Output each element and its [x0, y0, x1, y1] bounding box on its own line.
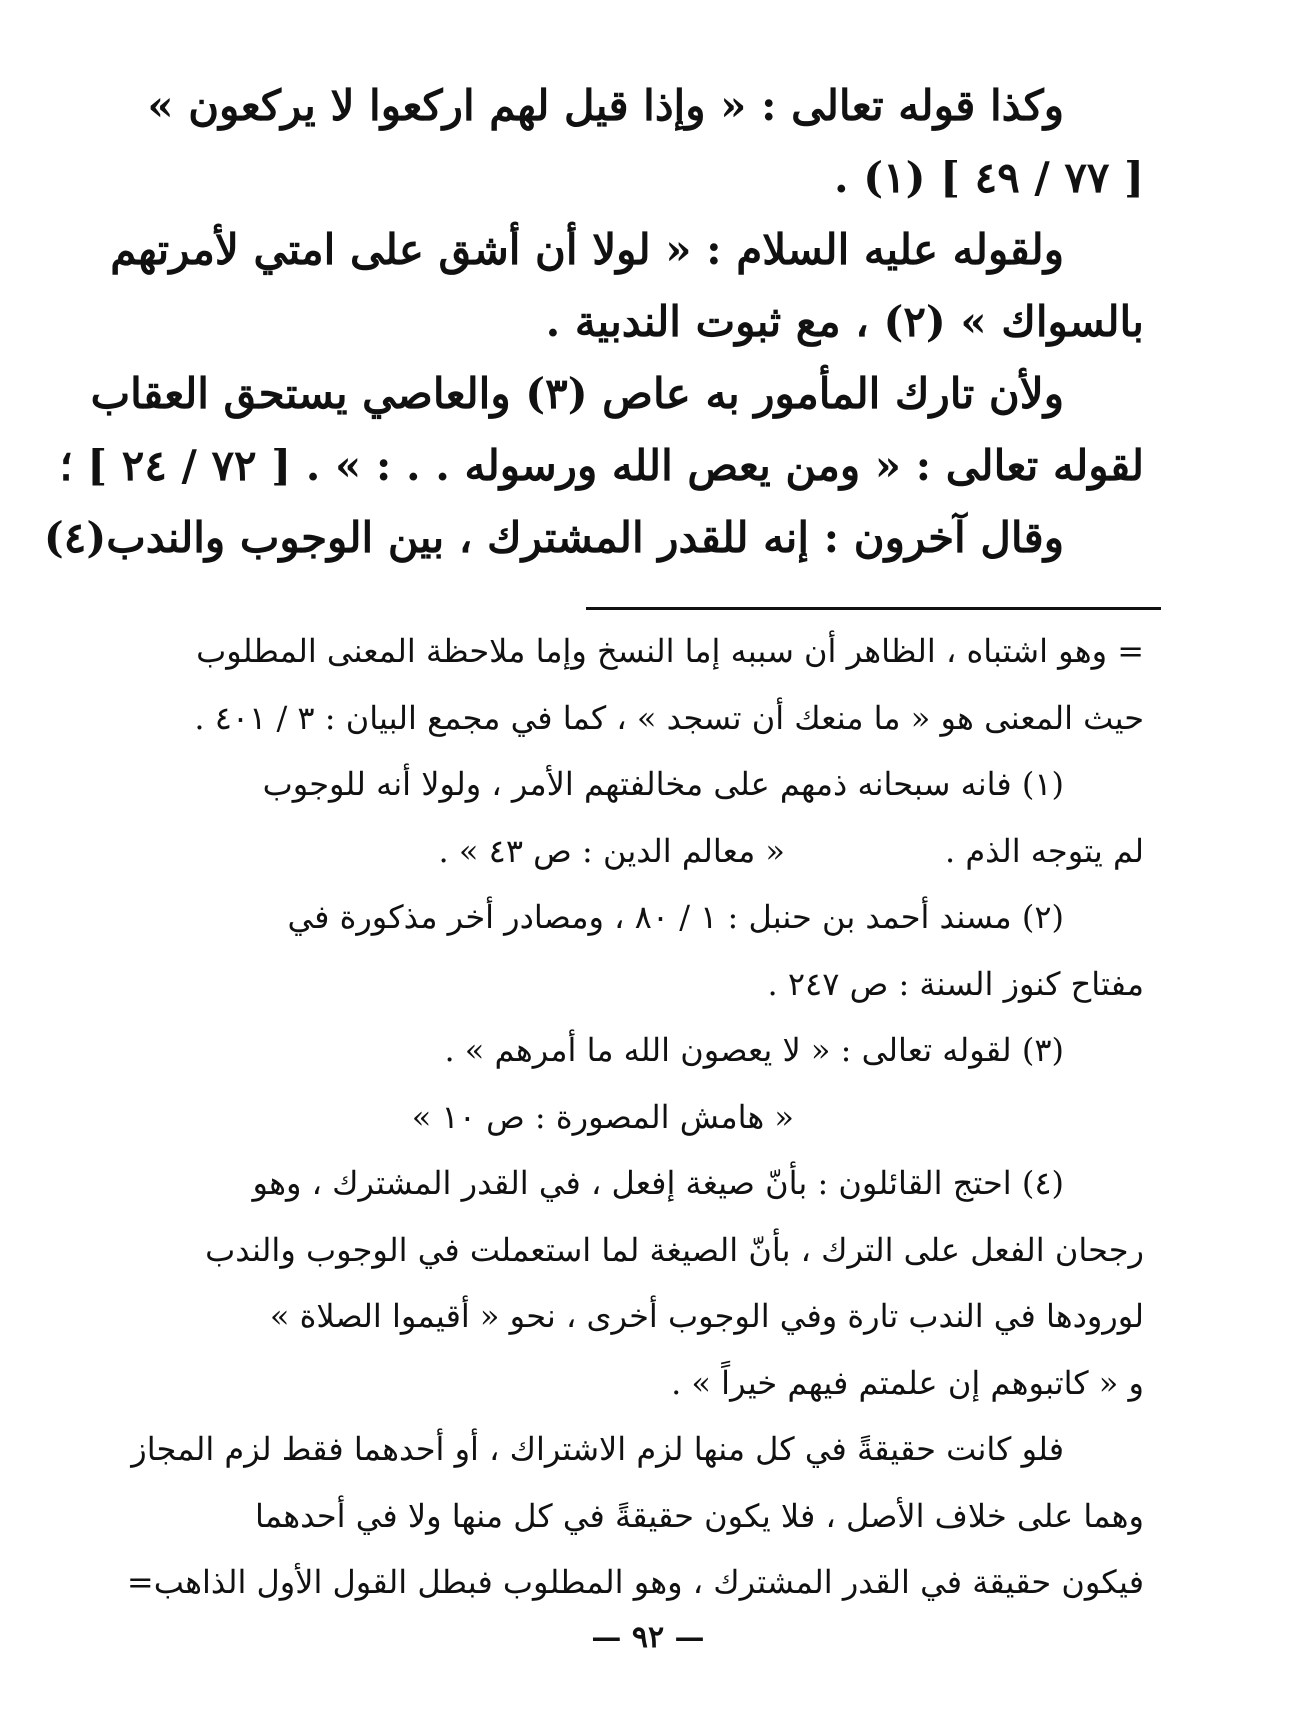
footnote-line: (٤) احتج القائلون : بأنّ صيغة إفعل ، في القدر المشترك ، وهو — [252, 1164, 1064, 1202]
footnote-line: (٣) لقوله تعالى : « لا يعصون الله ما أمرهم » . — [444, 1031, 1064, 1069]
main-line: لقوله تعالى : « ومن يعص الله ورسوله . . : » . [ ٧٢ / ٢٤ ] ؛ — [59, 441, 1144, 490]
footnotes — [126, 618, 1144, 1616]
footnote-line: لورودها في الندب تارة وفي الوجوب أخرى ، نحو « أقيموا الصلاة » — [269, 1297, 1144, 1335]
footnote-line: « هامش المصورة : ص ١٠ » — [411, 1097, 794, 1136]
main-paragraph — [110, 214, 1144, 358]
footnote-line: وهما على خلاف الأصل ، فلا يكون حقيقةً في كل منها ولا في أحدهما — [254, 1496, 1144, 1535]
page-number: — ٩٢ — — [591, 1620, 705, 1655]
footnote-line: (٢) مسند أحمد بن حنبل : ١ / ٨٠ ، ومصادر أخر مذكورة في — [287, 898, 1064, 936]
footnote-line: رجحان الفعل على الترك ، بأنّ الصيغة لما استعملت في الوجوب والندب — [205, 1230, 1144, 1269]
main-line: [ ٧٧ / ٤٩ ] (١) . — [833, 153, 1144, 202]
main-line: وقال آخرون : إنه للقدر المشترك ، بين الوجوب والندب(٤) — [43, 513, 1064, 562]
main-paragraph — [43, 502, 1144, 574]
main-line: وكذا قوله تعالى : « وإذا قيل لهم اركعوا لا يركعون » — [147, 81, 1064, 130]
footnote-line: مفتاح كنوز السنة : ص ٢٤٧ . — [767, 964, 1144, 1003]
main-paragraph — [144, 70, 1144, 214]
footnote-line — [144, 818, 1144, 885]
main-paragraph — [59, 358, 1144, 502]
footnote-line: و « كاتبوهم إن علمتم فيهم خيراً » . — [671, 1363, 1144, 1402]
footnote-line: (١) فانه سبحانه ذمهم على مخالفتهم الأمر ، ولولا أنه للوجوب — [262, 765, 1064, 803]
footnote-text: لم يتوجه الذم . — [944, 831, 1144, 870]
footnote-line: فيكون حقيقة في القدر المشترك ، وهو المطلوب فبطل القول الأول الذاهب= — [126, 1563, 1144, 1601]
main-line: ولقوله عليه السلام : « لولا أن أشق على امتي لأمرتهم — [110, 225, 1064, 274]
main-text — [43, 70, 1144, 574]
footnote-line: = وهو اشتباه ، الظاهر أن سببه إما النسخ وإما ملاحظة المعنى المطلوب — [196, 632, 1144, 670]
main-line: ولأن تارك المأمور به عاص (٣) والعاصي يستحق العقاب — [90, 369, 1064, 418]
main-line: بالسواك » (٢) ، مع ثبوت الندبية . — [545, 297, 1144, 346]
footnote-line: فلو كانت حقيقةً في كل منها لزم الاشتراك ، أو أحدهما فقط لزم المجاز — [131, 1430, 1064, 1468]
footnote-divider — [586, 607, 1161, 610]
footnote-line: حيث المعنى هو « ما منعك أن تسجد » ، كما في مجمع البيان : ٣ / ٤٠١ . — [194, 698, 1144, 737]
footnote-source: « معالم الدين : ص ٤٣ » . — [438, 831, 785, 870]
